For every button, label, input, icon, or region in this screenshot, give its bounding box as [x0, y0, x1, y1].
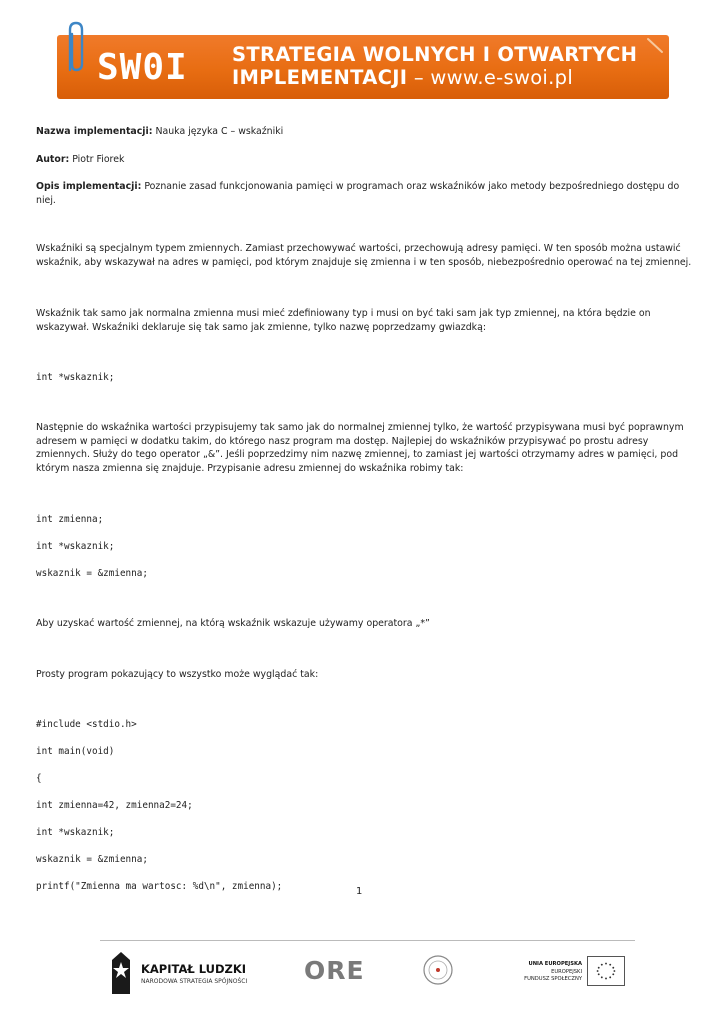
meta-author: [36, 153, 696, 167]
code-line: int *wskaznik;: [36, 541, 115, 552]
banner-url: www.e-swoi.pl: [430, 66, 574, 89]
page-number: 1: [356, 886, 363, 897]
kapital-ludzki-subtitle: NARODOWA STRATEGIA SPÓJNOŚCI: [141, 978, 248, 985]
code-line: int *wskaznik;: [36, 372, 115, 383]
meta-desc-value: Poznanie zasad funkcjonowania pamięci w programach oraz wskaźników jako metody bezpośredniego dostępu do niej.: [36, 181, 680, 206]
eu-subtitle: [505, 969, 582, 983]
eu-subtitle-line1: EUROPEJSKI: [551, 969, 582, 975]
swoi-logo: SW0I: [97, 47, 188, 88]
meta-desc-label: Opis implementacji:: [36, 181, 142, 192]
code-line: {: [36, 773, 42, 784]
document-content: [36, 125, 696, 893]
eu-flag-icon: [587, 956, 625, 986]
meta-description: [36, 180, 696, 207]
code-line: int zmienna;: [36, 514, 104, 525]
code-line: printf("Zmienna ma wartosc: %d\n", zmienna);: [36, 881, 283, 892]
paragraph-1: Wskaźniki są specjalnym typem zmiennych. Zamiast przechowywać wartości, przechowują adresy pamięci. W ten sposób można ustawić wskaźnik, aby wskazywał na adres w pamięci, pod którym znajduje się zmienna i w ten sposób, niebezpośrednio operować na tej zmiennej.: [36, 243, 692, 268]
fwido-seal-icon: [422, 954, 454, 986]
ore-logo: ORE: [304, 956, 365, 985]
code-line: #include <stdio.h>: [36, 719, 137, 730]
meta-name: [36, 125, 696, 139]
meta-author-value: Piotr Fiorek: [69, 153, 125, 165]
banner-title-sep: –: [407, 66, 431, 89]
code-line: int *wskaznik;: [36, 827, 115, 838]
paragraph-3: Następnie do wskaźnika wartości przypisujemy tak samo jak do normalnej zmiennej tylko, że wartość przypisywana musi być poprawnym adresem w pamięci w dodatku takim, do którego nasz program ma dostęp. Najlepiej do wskaźników przypisywać po prostu adresy zmiennych. Służy do tego operator „&”. Jeśli poprzedzimy nim nazwę zmiennej, to zamiast jej wartości otrzymamy adres w pamięci, pod którym nasza zmienna się znajduje. Przypisanie adresu zmiennej do wskaźnika robimy tak:: [36, 422, 684, 474]
code-line: int main(void): [36, 746, 115, 757]
kapital-ludzki-title: KAPITAŁ LUDZKI: [141, 962, 247, 976]
paragraph-2: Wskaźnik tak samo jak normalna zmienna musi mieć zdefiniowany typ i musi on być taki sam jak typ zmiennej, na która będzie on wskazywał. Wskaźniki deklaruje się tak samo jak zmienne, tylko nazwę poprzedzamy gwiazdką:: [36, 308, 651, 333]
code-line: wskaznik = &zmienna;: [36, 568, 148, 579]
pin-icon: [645, 35, 665, 55]
paragraph-4: Aby uzyskać wartość zmiennej, na którą wskaźnik wskazuje używamy operatora „*”: [36, 618, 430, 629]
meta-author-label: Autor:: [36, 153, 70, 165]
footer-divider: [100, 940, 635, 941]
code-line: wskaznik = &zmienna;: [36, 854, 148, 865]
kapital-ludzki-logo-icon: [108, 950, 134, 994]
banner-title-line1: STRATEGIA WOLNYCH I OTWARTYCH: [232, 43, 638, 66]
eu-subtitle-line2: FUNDUSZ SPOŁECZNY: [524, 976, 582, 982]
code-line: int zmienna=42, zmienna2=24;: [36, 800, 193, 811]
banner-title-line2-text: IMPLEMENTACJI: [232, 66, 408, 89]
banner-title-line2: [232, 66, 637, 89]
footer-logos: [0, 950, 725, 1000]
meta-name-value: Nauka języka C – wskaźniki: [152, 126, 284, 137]
banner-title: [232, 43, 637, 89]
paperclip-icon: [62, 20, 86, 76]
paragraph-5: Prosty program pokazujący to wszystko może wyglądać tak:: [36, 668, 319, 680]
meta-name-label: Nazwa implementacji:: [36, 126, 153, 137]
eu-title: UNIA EUROPEJSKA: [528, 961, 582, 967]
header-banner: [57, 35, 669, 99]
